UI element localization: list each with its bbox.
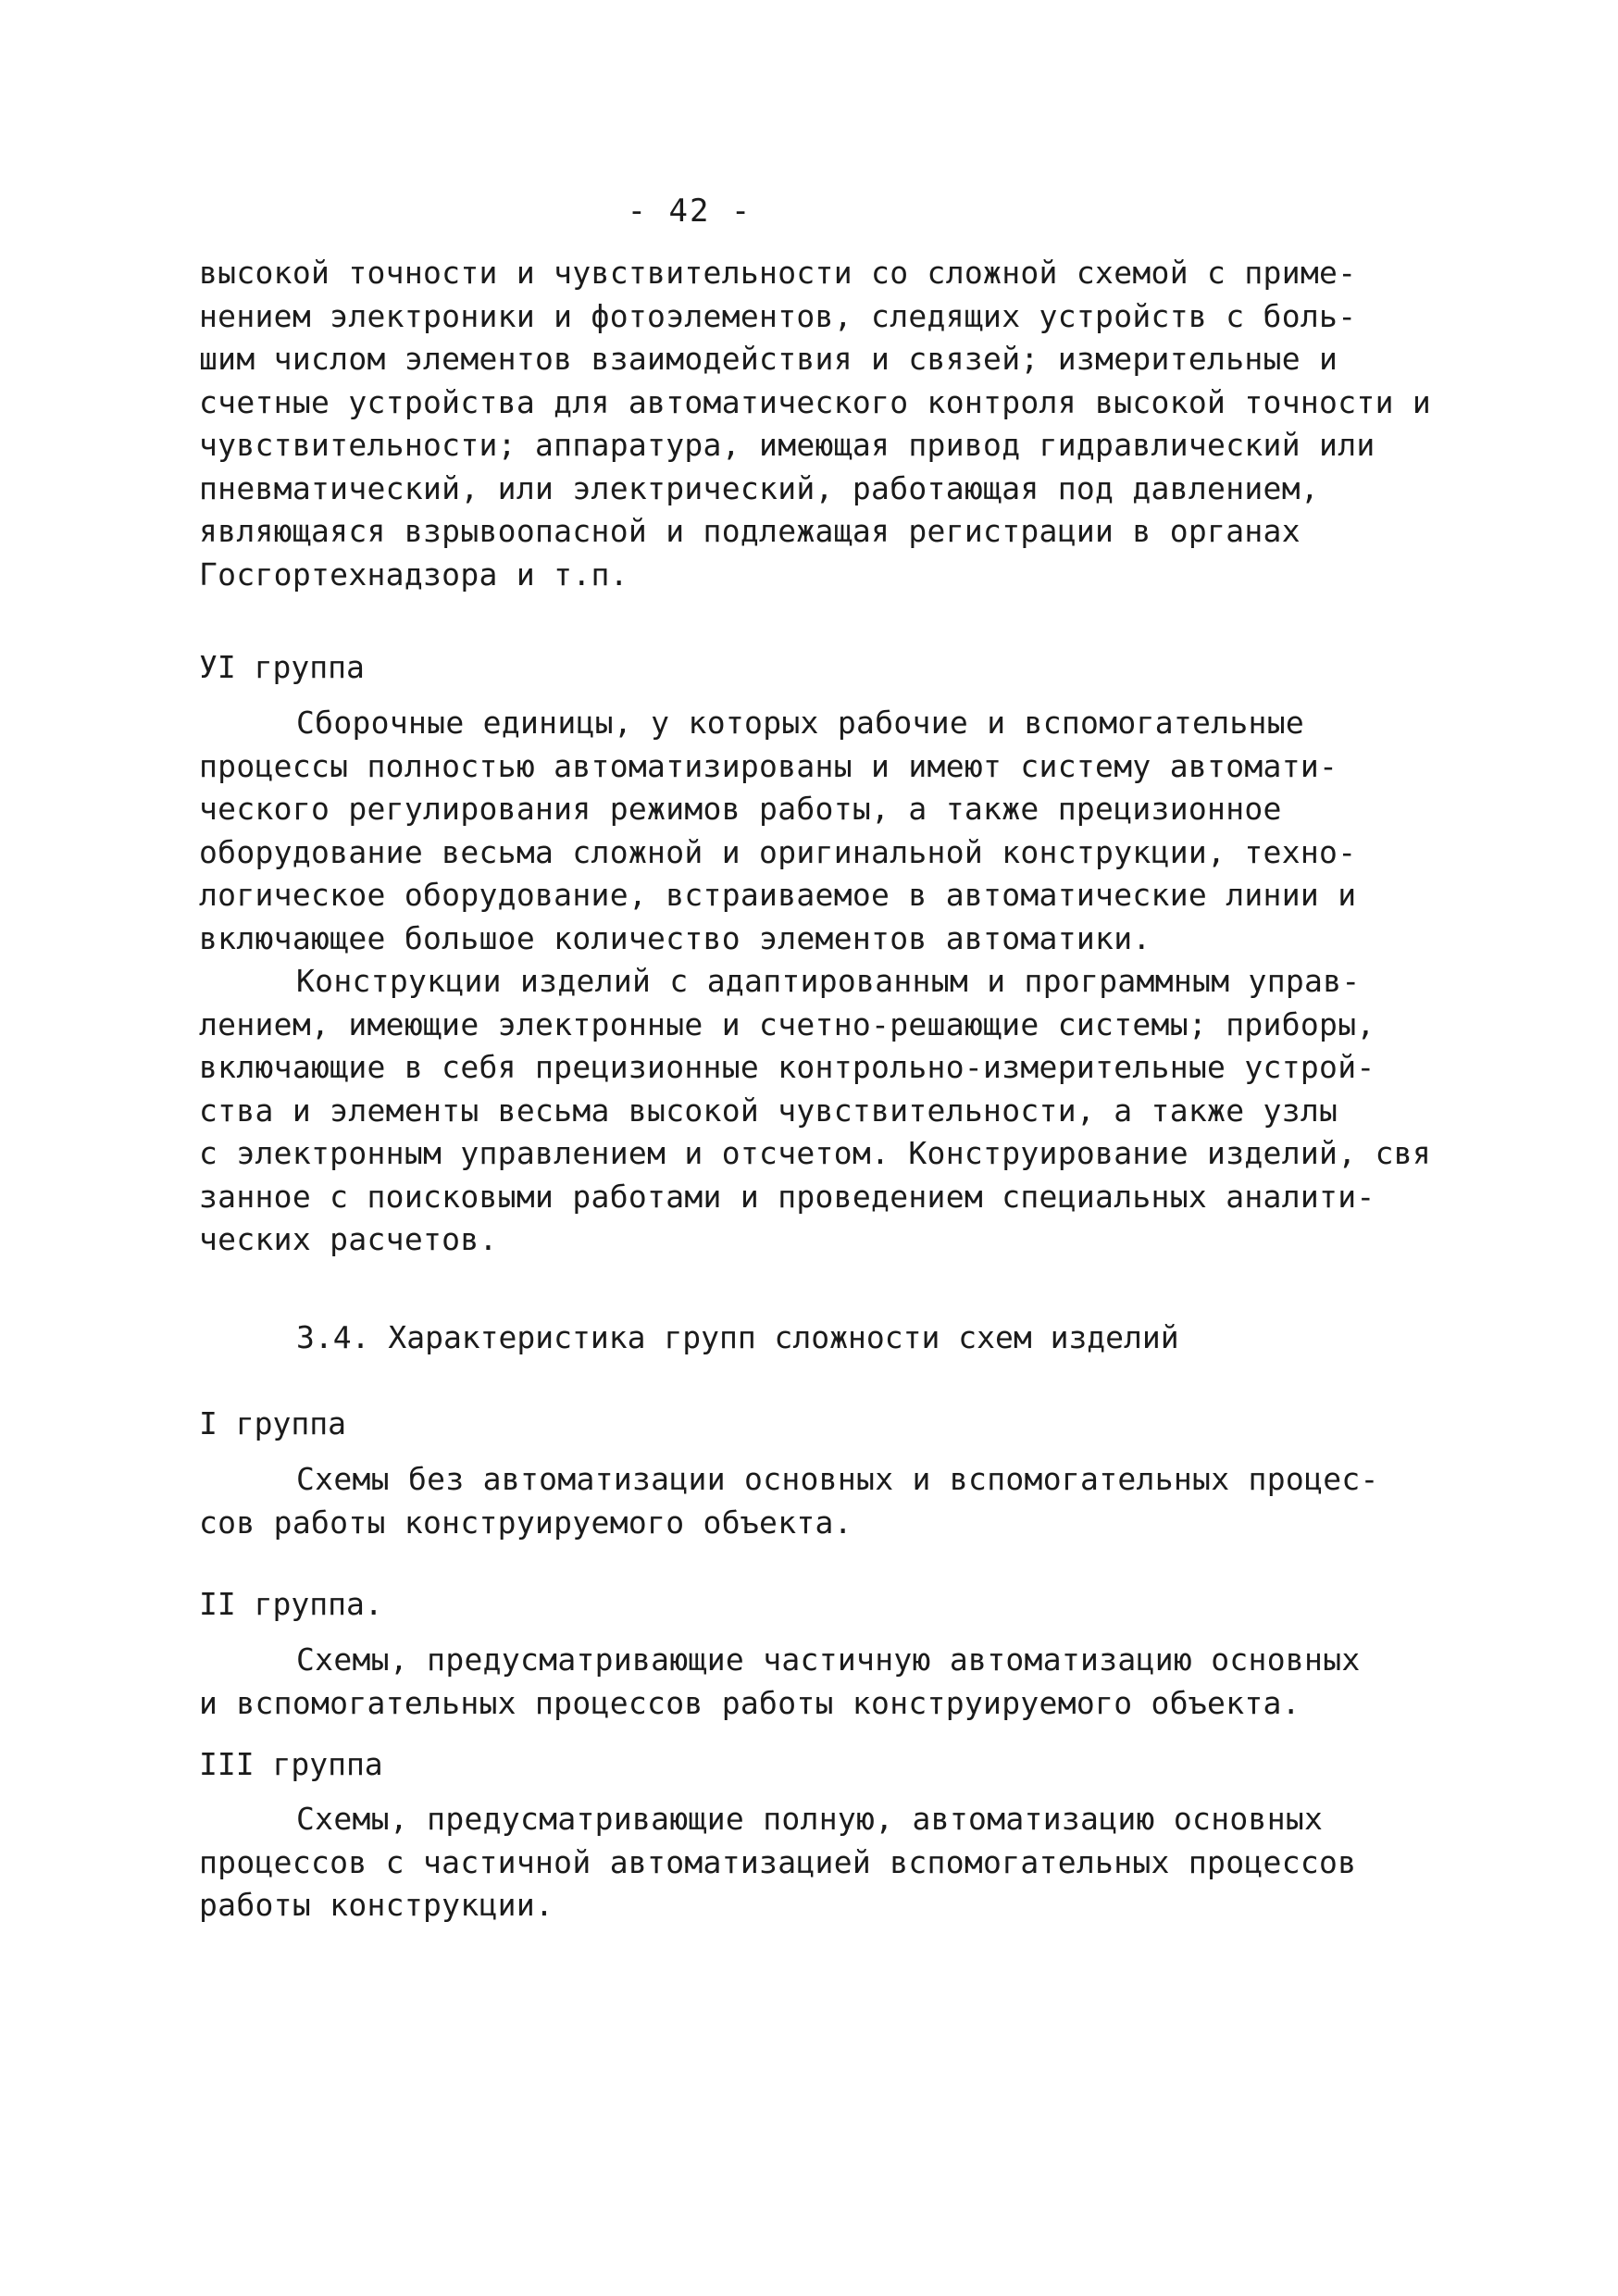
text-line: Схемы, предусматривающие полную, автоматизацию основных <box>296 1801 1324 1837</box>
text-line: ства и элементы весьма высокой чувствительности, а также узлы <box>199 1092 1338 1129</box>
text-line: ческих расчетов. <box>199 1221 498 1257</box>
text-line: высокой точности и чувствительности со сложной схемой с приме- <box>199 255 1357 291</box>
text-line: шим числом элементов взаимодействия и связей; измерительные и <box>199 341 1338 377</box>
group-heading-2: II группа. <box>199 1586 383 1622</box>
text-line: включающие в себя прецизионные контрольно-измерительные устрой- <box>199 1049 1375 1085</box>
text-line: Схемы без автоматизации основных и вспомогательных процес- <box>296 1461 1379 1497</box>
text-line: сов работы конструируемого объекта. <box>199 1504 853 1541</box>
group-heading-1: I группа <box>199 1405 346 1441</box>
group-3-description <box>199 1798 1439 1928</box>
text-line: занное с поисковыми работами и проведением специальных аналити- <box>199 1178 1375 1215</box>
text-line: Сборочные единицы, у которых рабочие и вспомогательные <box>296 705 1305 741</box>
text-line: Схемы, предусматривающие частичную автоматизацию основных <box>296 1641 1361 1678</box>
text-line: включающее большое количество элементов автоматики. <box>199 919 1151 956</box>
text-line: Госгортехнадзора и т.п. <box>199 555 629 593</box>
section-title: 3.4. Характеристика групп сложности схем изделий <box>296 1319 1179 1355</box>
text-line: нением электроники и фотоэлементов, следящих устройств с боль- <box>199 297 1357 334</box>
text-line: с электронным управлением и отсчетом. Конструирование изделий, свя <box>199 1135 1432 1171</box>
text-line: пневматический, или электрический, работающая под давлением, <box>199 469 1320 506</box>
text-line: процессы полностью автоматизированы и имеют систему автомати- <box>199 747 1338 784</box>
text-line: процессов с частичной автоматизацией вспомогательных процессов <box>199 1843 1357 1880</box>
text-line: являющаяся взрывоопасной и подлежащая регистрации в органах <box>199 513 1301 549</box>
text-line: Конструкции изделий с адаптированным и программным управ- <box>296 963 1361 999</box>
page-number: - 42 - <box>627 193 753 230</box>
text-line: лением, имеющие электронные и счетно-решающие системы; приборы, <box>199 1005 1375 1042</box>
text-line: логическое оборудование, встраиваемое в автоматические линии и <box>199 877 1357 913</box>
text-line: оборудование весьма сложной и оригинальной конструкции, техно- <box>199 833 1357 870</box>
group-1-description <box>199 1458 1439 1544</box>
group-6-description <box>199 702 1439 1262</box>
paragraph-continuation <box>199 252 1439 596</box>
group-heading-6: УI группа <box>199 649 365 685</box>
group-heading-3: III группа <box>199 1746 383 1782</box>
group-2-description <box>199 1639 1439 1725</box>
text-line: счетные устройства для автоматического контроля высокой точности и <box>199 383 1432 420</box>
text-line: ческого регулирования режимов работы, а также прецизионное <box>199 791 1282 827</box>
text-line: и вспомогательных процессов работы конструируемого объекта. <box>199 1684 1301 1721</box>
text-line: чувствительности; аппаратура, имеющая привод гидравлический или <box>199 427 1375 463</box>
text-line: работы конструкции. <box>199 1887 554 1923</box>
